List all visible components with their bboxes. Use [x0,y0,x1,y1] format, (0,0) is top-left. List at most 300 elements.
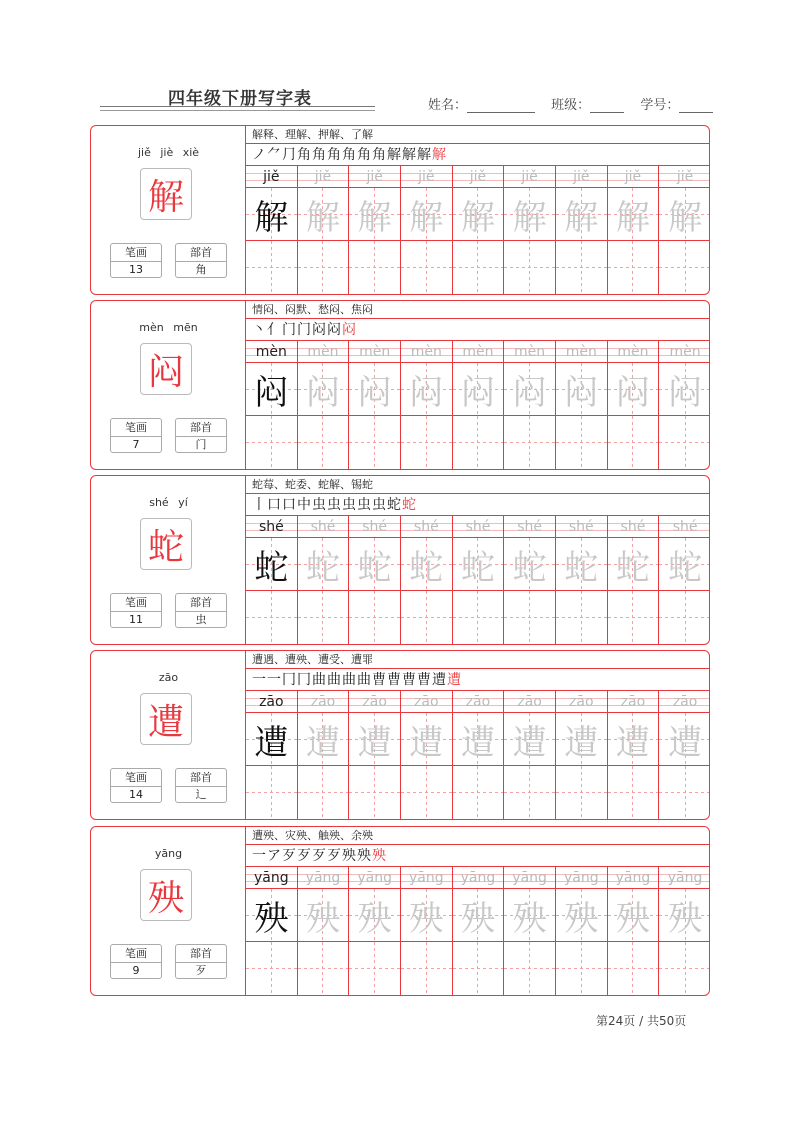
stroke-step: 虫 [327,497,341,513]
practice-column [556,691,608,819]
stroke-step: 曲 [357,672,371,688]
practice-column [349,867,401,995]
radical-box [175,944,227,979]
empty-writing-box[interactable] [401,942,452,995]
trace-character: 闷 [512,372,547,413]
writing-box[interactable] [298,889,349,942]
stroke-step: 虫 [372,497,386,513]
writing-box[interactable] [349,188,400,241]
writing-box[interactable] [246,188,297,241]
trace-character: 解 [357,197,392,238]
writing-box[interactable] [246,363,297,416]
stroke-step: ア [267,848,281,864]
practice-column [246,341,298,469]
empty-writing-box[interactable] [659,766,710,819]
practice-panel [246,476,710,644]
stroke-count-box [110,418,162,453]
empty-writing-box[interactable] [401,766,452,819]
card-info-panel [91,651,246,819]
pinyin-writing-cell[interactable]: shé [298,516,349,538]
stroke-count-label: 笔画 [111,594,161,612]
stroke-count-value: 14 [129,788,143,801]
trace-character: 闷 [305,372,340,413]
class-label: 班级： [551,98,591,113]
stroke-step: 冂 [297,672,311,688]
trace-character: 蛇 [254,547,289,588]
trace-character: 闷 [409,372,444,413]
empty-writing-box[interactable] [556,766,607,819]
empty-writing-box[interactable] [298,416,349,469]
name-label: 姓名： [428,98,468,113]
stroke-count-value: 7 [132,438,140,451]
trace-character: 闷 [357,372,392,413]
writing-box[interactable] [556,889,607,942]
pinyin-readings: zāo [158,671,179,684]
pinyin-writing-cell[interactable]: shé [659,516,710,538]
empty-writing-box[interactable] [298,591,349,644]
practice-grid [246,341,710,469]
id-label: 学号： [640,98,680,113]
practice-column [504,166,556,294]
character-card [90,475,710,645]
practice-column [453,867,505,995]
empty-writing-box[interactable] [453,942,504,995]
empty-writing-box[interactable] [349,241,400,294]
trace-character: 解 [305,197,340,238]
empty-writing-box[interactable] [556,241,607,294]
writing-box[interactable] [608,188,659,241]
pinyin-writing-cell[interactable]: mèn [349,341,400,363]
practice-column [401,867,453,995]
writing-box[interactable] [298,538,349,591]
trace-character: 殃 [305,898,340,939]
stroke-order [246,319,710,341]
pinyin-writing-cell[interactable]: shé [556,516,607,538]
empty-writing-box[interactable] [349,942,400,995]
pinyin-writing-cell[interactable]: zāo [556,691,607,713]
empty-writing-box[interactable] [349,591,400,644]
empty-writing-box[interactable] [298,766,349,819]
stroke-count-value: 13 [129,263,143,276]
practice-column [608,166,660,294]
empty-writing-box[interactable] [504,591,555,644]
stroke-step: 解 [432,147,446,163]
example-words: 蛇莓、蛇委、蛇解、锡蛇 [246,476,710,494]
empty-writing-box[interactable] [246,416,297,469]
writing-box[interactable] [349,889,400,942]
trace-character: 闷 [254,372,289,413]
empty-writing-box[interactable] [453,241,504,294]
empty-writing-box[interactable] [659,416,710,469]
practice-column [556,867,608,995]
pinyin-writing-cell[interactable]: jiě [453,166,504,188]
trace-character: 遭 [564,722,599,763]
stroke-count-label: 笔画 [111,945,161,963]
stroke-step: ⺈ [267,147,281,163]
practice-column [246,166,298,294]
trace-character: 遭 [254,722,289,763]
pinyin-writing-cell[interactable]: zāo [349,691,400,713]
trace-character: 遭 [615,722,650,763]
trace-character: 解 [254,197,289,238]
pinyin-writing-cell[interactable]: yāng [298,867,349,889]
trace-character: 殃 [615,898,650,939]
trace-character: 殃 [512,898,547,939]
page-title: 四年级下册写字表 [168,89,312,109]
stroke-step: 一 [267,672,281,688]
practice-column [453,516,505,644]
stroke-step: 角 [357,147,371,163]
stroke-count-box [110,243,162,278]
pinyin-readings: shé yí [149,496,188,509]
empty-writing-box[interactable] [659,241,710,294]
pinyin-readings: yāng [154,847,183,860]
practice-column [349,166,401,294]
pinyin-writing-cell[interactable]: jiě [401,166,452,188]
stroke-step: 角 [342,147,356,163]
practice-panel [246,651,710,819]
writing-box[interactable] [659,188,710,241]
trace-character: 遭 [409,722,444,763]
trace-character: 殃 [409,898,444,939]
practice-column [401,691,453,819]
trace-character: 蛇 [409,547,444,588]
practice-grid [246,166,710,294]
main-character: 遭 [140,693,192,745]
trace-character: 殃 [460,898,495,939]
trace-character: 解 [564,197,599,238]
name-field[interactable] [467,98,535,113]
pinyin-writing-cell[interactable]: jiě [659,166,710,188]
practice-column [401,516,453,644]
pinyin-writing-cell[interactable]: shé [401,516,452,538]
writing-box[interactable] [401,713,452,766]
writing-box[interactable] [608,538,659,591]
stroke-step: 曲 [327,672,341,688]
radical-value: 辶 [195,788,207,801]
character-card [90,300,710,470]
practice-column [401,341,453,469]
writing-box[interactable] [298,363,349,416]
practice-panel [246,301,710,469]
writing-box[interactable] [453,188,504,241]
empty-writing-box[interactable] [453,591,504,644]
empty-writing-box[interactable] [504,241,555,294]
trace-character: 遭 [668,722,703,763]
trace-character: 遭 [357,722,392,763]
empty-writing-box[interactable] [504,942,555,995]
stroke-step: 虫 [357,497,371,513]
writing-box[interactable] [401,188,452,241]
pinyin-writing-cell[interactable]: jiě [298,166,349,188]
empty-writing-box[interactable] [246,591,297,644]
practice-column [453,691,505,819]
empty-writing-box[interactable] [453,416,504,469]
practice-column [659,867,710,995]
stroke-step: 角 [372,147,386,163]
pinyin-writing-cell[interactable]: jiě [349,166,400,188]
practice-column [556,516,608,644]
stroke-step: 遭 [432,672,446,688]
pinyin-writing-cell[interactable]: yāng [246,867,297,889]
writing-box[interactable] [453,538,504,591]
writing-box[interactable] [504,538,555,591]
pinyin-writing-cell[interactable]: jiě [504,166,555,188]
practice-column [659,341,710,469]
radical-box [175,593,227,628]
empty-writing-box[interactable] [504,416,555,469]
writing-box[interactable] [349,538,400,591]
pinyin-writing-cell[interactable]: mèn [246,341,297,363]
writing-box[interactable] [504,363,555,416]
stroke-step: 曹 [372,672,386,688]
stroke-step: 门 [282,322,296,338]
main-character: 蛇 [140,518,192,570]
empty-writing-box[interactable] [401,241,452,294]
empty-writing-box[interactable] [608,416,659,469]
trace-character: 蛇 [460,547,495,588]
practice-column [659,516,710,644]
empty-writing-box[interactable] [659,942,710,995]
radical-label: 部首 [176,769,226,787]
pinyin-writing-cell[interactable]: zāo [453,691,504,713]
practice-column [246,516,298,644]
writing-box[interactable] [453,713,504,766]
empty-writing-box[interactable] [401,591,452,644]
stroke-step: 虫 [312,497,326,513]
class-field[interactable] [590,98,624,113]
main-character: 殃 [140,869,192,921]
writing-box[interactable] [556,713,607,766]
empty-writing-box[interactable] [659,591,710,644]
practice-column [246,691,298,819]
stroke-step: 亻 [267,322,281,338]
id-field[interactable] [679,98,713,113]
main-character: 闷 [140,343,192,395]
empty-writing-box[interactable] [349,766,400,819]
radical-value: 歹 [195,964,207,977]
pinyin-writing-cell[interactable]: jiě [608,166,659,188]
stroke-step: 解 [417,147,431,163]
writing-box[interactable] [556,363,607,416]
page-number: 第24页 / 共50页 [596,1014,687,1028]
trace-character: 殃 [254,898,289,939]
student-info [428,94,713,113]
stroke-step: 虫 [342,497,356,513]
pinyin-writing-cell[interactable]: shé [453,516,504,538]
pinyin-writing-cell[interactable]: yāng [453,867,504,889]
empty-writing-box[interactable] [298,942,349,995]
stroke-step: 口 [267,497,281,513]
radical-box [175,768,227,803]
pinyin-writing-cell[interactable]: mèn [556,341,607,363]
pinyin-writing-cell[interactable]: yāng [556,867,607,889]
stroke-count-value: 11 [129,613,143,626]
main-character: 解 [140,168,192,220]
writing-box[interactable] [298,713,349,766]
stroke-step: 曹 [387,672,401,688]
stroke-count-label: 笔画 [111,419,161,437]
stroke-order [246,669,710,691]
writing-box[interactable] [453,889,504,942]
writing-box[interactable] [608,713,659,766]
pinyin-writing-cell[interactable]: mèn [659,341,710,363]
pinyin-writing-cell[interactable]: jiě [246,166,297,188]
pinyin-writing-cell[interactable]: yāng [504,867,555,889]
card-info-panel [91,126,246,294]
trace-character: 蛇 [668,547,703,588]
pinyin-writing-cell[interactable]: zāo [401,691,452,713]
empty-writing-box[interactable] [504,766,555,819]
empty-writing-box[interactable] [246,942,297,995]
practice-grid [246,516,710,644]
stroke-step: 一 [252,848,266,864]
writing-box[interactable] [504,188,555,241]
empty-writing-box[interactable] [608,942,659,995]
trace-character: 解 [512,197,547,238]
writing-box[interactable] [401,889,452,942]
stroke-count-value: 9 [132,964,140,977]
empty-writing-box[interactable] [556,591,607,644]
pinyin-writing-cell[interactable]: zāo [298,691,349,713]
empty-writing-box[interactable] [246,241,297,294]
practice-column [298,867,350,995]
writing-box[interactable] [659,889,710,942]
practice-column [608,867,660,995]
writing-box[interactable] [401,538,452,591]
empty-writing-box[interactable] [608,241,659,294]
writing-box[interactable] [349,363,400,416]
pinyin-writing-cell[interactable]: zāo [504,691,555,713]
stroke-step: 丶 [252,322,266,338]
writing-box[interactable] [659,538,710,591]
card-info-panel [91,301,246,469]
stroke-step: 歹 [312,848,326,864]
pinyin-writing-cell[interactable]: yāng [659,867,710,889]
practice-panel [246,827,710,995]
writing-box[interactable] [246,713,297,766]
pinyin-readings: mèn mēn [139,321,198,334]
writing-box[interactable] [349,713,400,766]
practice-column [608,691,660,819]
empty-writing-box[interactable] [608,591,659,644]
title-underline [100,106,375,107]
stroke-step: 殃 [372,848,386,864]
empty-writing-box[interactable] [453,766,504,819]
practice-grid [246,691,710,819]
trace-character: 遭 [460,722,495,763]
stroke-step: 曲 [342,672,356,688]
writing-box[interactable] [298,188,349,241]
pinyin-writing-cell[interactable]: shé [349,516,400,538]
stroke-step: 角 [327,147,341,163]
stroke-step: 门 [297,322,311,338]
pinyin-writing-cell[interactable]: jiě [556,166,607,188]
example-words: 解释、理解、押解、了解 [246,126,710,144]
character-card [90,826,710,996]
radical-box [175,418,227,453]
pinyin-writing-cell[interactable]: yāng [401,867,452,889]
stroke-step: 闷 [327,322,341,338]
pinyin-writing-cell[interactable]: mèn [453,341,504,363]
practice-column [608,516,660,644]
stroke-step: 中 [297,497,311,513]
pinyin-writing-cell[interactable]: shé [608,516,659,538]
radical-label: 部首 [176,419,226,437]
trace-character: 解 [409,197,444,238]
stroke-count-label: 笔画 [111,244,161,262]
practice-column [659,691,710,819]
writing-box[interactable] [401,363,452,416]
writing-box[interactable] [453,363,504,416]
practice-panel [246,126,710,294]
stroke-step: ノ [252,147,266,163]
writing-box[interactable] [659,363,710,416]
empty-writing-box[interactable] [556,942,607,995]
stroke-order [246,144,710,166]
practice-column [298,341,350,469]
pinyin-writing-cell[interactable]: zāo [608,691,659,713]
empty-writing-box[interactable] [556,416,607,469]
pinyin-writing-cell[interactable]: mèn [504,341,555,363]
writing-box[interactable] [608,363,659,416]
practice-column [349,516,401,644]
practice-column [349,691,401,819]
empty-writing-box[interactable] [298,241,349,294]
trace-character: 闷 [615,372,650,413]
empty-writing-box[interactable] [608,766,659,819]
trace-character: 遭 [512,722,547,763]
writing-box[interactable] [504,713,555,766]
stroke-step: 蛇 [387,497,401,513]
trace-character: 殃 [668,898,703,939]
radical-value: 虫 [195,613,207,626]
empty-writing-box[interactable] [246,766,297,819]
writing-box[interactable] [246,889,297,942]
character-card [90,125,710,295]
pinyin-writing-cell[interactable]: mèn [608,341,659,363]
practice-column [504,867,556,995]
writing-box[interactable] [556,538,607,591]
stroke-count-box [110,593,162,628]
pinyin-writing-cell[interactable]: yāng [349,867,400,889]
stroke-step: 曹 [417,672,431,688]
empty-writing-box[interactable] [401,416,452,469]
practice-grid [246,867,710,995]
pinyin-writing-cell[interactable]: mèn [401,341,452,363]
pinyin-writing-cell[interactable]: zāo [246,691,297,713]
writing-box[interactable] [556,188,607,241]
writing-box[interactable] [246,538,297,591]
writing-box[interactable] [608,889,659,942]
pinyin-writing-cell[interactable]: shé [246,516,297,538]
trace-character: 闷 [460,372,495,413]
practice-column [608,341,660,469]
pinyin-writing-cell[interactable]: zāo [659,691,710,713]
pinyin-readings: jiě jiè xiè [137,146,200,159]
radical-value: 门 [195,438,207,451]
practice-column [504,341,556,469]
empty-writing-box[interactable] [349,416,400,469]
pinyin-writing-cell[interactable]: shé [504,516,555,538]
stroke-step: 口 [282,497,296,513]
pinyin-writing-cell[interactable]: yāng [608,867,659,889]
radical-box [175,243,227,278]
writing-box[interactable] [659,713,710,766]
writing-box[interactable] [504,889,555,942]
stroke-order [246,494,710,516]
pinyin-writing-cell[interactable]: mèn [298,341,349,363]
